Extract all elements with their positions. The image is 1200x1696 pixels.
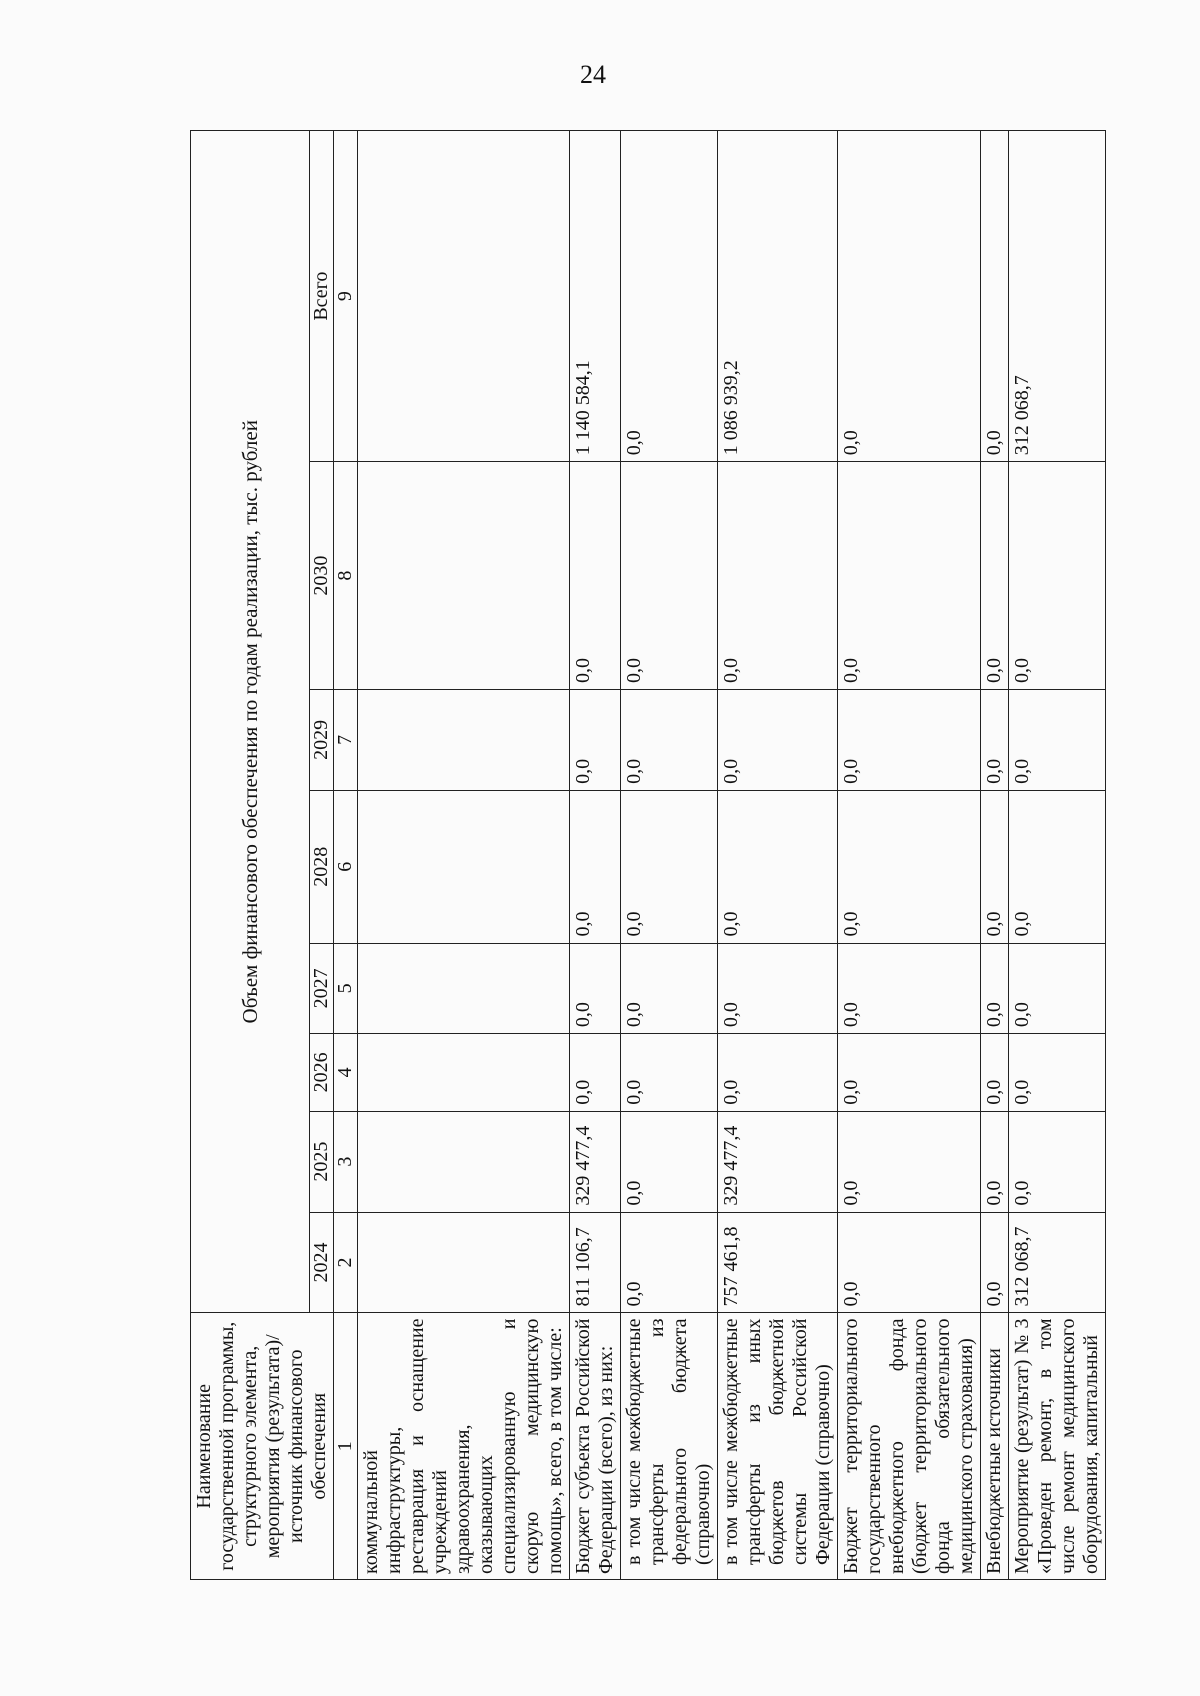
cell-2027: 0,0 <box>570 943 621 1034</box>
header-row-1 <box>191 131 310 1580</box>
cell-2024: 811 106,7 <box>570 1212 621 1313</box>
cell-2028: 0,0 <box>621 790 718 943</box>
cell-total: 1 140 584,1 <box>570 131 621 462</box>
column-number: 1 <box>334 1313 358 1580</box>
cell-2024: 0,0 <box>621 1212 718 1313</box>
column-number-row <box>334 131 358 1580</box>
cell-2029 <box>358 689 570 790</box>
cell-2028: 0,0 <box>718 790 838 943</box>
cell-2024: 0,0 <box>981 1212 1009 1313</box>
financing-table <box>190 130 1106 1580</box>
cell-2025: 329 477,4 <box>570 1111 621 1212</box>
table-row <box>621 131 718 1580</box>
cell-2026 <box>358 1034 570 1112</box>
cell-2028: 0,0 <box>838 790 981 943</box>
row-label: Мероприятие (результат) № 3 «Проведен ремонт, в том числе ремонт медицинского оборудования, капитальный <box>1009 1313 1106 1580</box>
year-header: 2027 <box>310 943 334 1034</box>
row-label: в том числе межбюджетные трансферты из федерального бюджета (справочно) <box>621 1313 718 1580</box>
rotated-table-wrapper <box>190 130 1102 1580</box>
cell-2030: 0,0 <box>621 462 718 690</box>
year-header: 2026 <box>310 1034 334 1112</box>
cell-2025: 329 477,4 <box>718 1111 838 1212</box>
row-label: Внебюджетные источники <box>981 1313 1009 1580</box>
cell-2024 <box>358 1212 570 1313</box>
cell-2029: 0,0 <box>570 689 621 790</box>
cell-2028 <box>358 790 570 943</box>
year-header: 2029 <box>310 689 334 790</box>
table-row <box>838 131 981 1580</box>
cell-2025: 0,0 <box>1009 1111 1106 1212</box>
year-header: 2030 <box>310 462 334 690</box>
cell-total: 0,0 <box>838 131 981 462</box>
cell-2028: 0,0 <box>981 790 1009 943</box>
row-label: коммунальной инфраструктуры, реставрация и оснащение учреждений здравоохранения, оказывающих специализированную и скорую медицинскую помощь», всего, в том числе: <box>358 1313 570 1580</box>
column-number: 5 <box>334 943 358 1034</box>
cell-2026: 0,0 <box>570 1034 621 1112</box>
cell-2025: 0,0 <box>621 1111 718 1212</box>
cell-2026: 0,0 <box>981 1034 1009 1112</box>
table-row <box>981 131 1009 1580</box>
column-number: 4 <box>334 1034 358 1112</box>
cell-2025: 0,0 <box>981 1111 1009 1212</box>
cell-2026: 0,0 <box>621 1034 718 1112</box>
cell-total: 0,0 <box>621 131 718 462</box>
column-number: 2 <box>334 1212 358 1313</box>
cell-2030: 0,0 <box>718 462 838 690</box>
name-column-header: Наименование государственной программы, структурного элемента, мероприятия (результата)/источник финансового обеспечения <box>191 1313 334 1580</box>
row-label: Бюджет территориального государственного внебюджетного фонда (бюджет территориального фонда обязательного медицинского страхования) <box>838 1313 981 1580</box>
cell-2027: 0,0 <box>838 943 981 1034</box>
cell-2024: 0,0 <box>838 1212 981 1313</box>
year-header: 2025 <box>310 1111 334 1212</box>
cell-total: 312 068,7 <box>1009 131 1106 462</box>
table-row <box>358 131 570 1580</box>
cell-2027: 0,0 <box>718 943 838 1034</box>
column-number: 8 <box>334 462 358 690</box>
cell-2026: 0,0 <box>718 1034 838 1112</box>
column-number: 9 <box>334 131 358 462</box>
page-number: 24 <box>580 60 606 89</box>
cell-2026: 0,0 <box>1009 1034 1106 1112</box>
cell-2029: 0,0 <box>981 689 1009 790</box>
column-number: 3 <box>334 1111 358 1212</box>
cell-2027: 0,0 <box>621 943 718 1034</box>
cell-2030: 0,0 <box>570 462 621 690</box>
cell-2028: 0,0 <box>1009 790 1106 943</box>
row-label: Бюджет субъекта Российской Федерации (всего), из них: <box>570 1313 621 1580</box>
cell-2024: 757 461,8 <box>718 1212 838 1313</box>
table-row <box>570 131 621 1580</box>
volume-header: Объем финансового обеспечения по годам реализации, тыс. рублей <box>191 131 310 1314</box>
cell-2030: 0,0 <box>838 462 981 690</box>
cell-2030: 0,0 <box>981 462 1009 690</box>
cell-2030 <box>358 462 570 690</box>
cell-2030: 0,0 <box>1009 462 1106 690</box>
cell-2027: 0,0 <box>981 943 1009 1034</box>
total-header: Всего <box>310 131 334 462</box>
cell-2025 <box>358 1111 570 1212</box>
row-label: в том числе межбюджетные трансферты из иных бюджетов бюджетной системы Российской Федерации (справочно) <box>718 1313 838 1580</box>
cell-total <box>358 131 570 462</box>
table-row <box>718 131 838 1580</box>
cell-2029: 0,0 <box>838 689 981 790</box>
year-header: 2028 <box>310 790 334 943</box>
cell-2028: 0,0 <box>570 790 621 943</box>
cell-2024: 312 068,7 <box>1009 1212 1106 1313</box>
column-number: 7 <box>334 689 358 790</box>
cell-2025: 0,0 <box>838 1111 981 1212</box>
table-row <box>1009 131 1106 1580</box>
cell-2029: 0,0 <box>718 689 838 790</box>
cell-2027 <box>358 943 570 1034</box>
cell-2027: 0,0 <box>1009 943 1106 1034</box>
cell-total: 0,0 <box>981 131 1009 462</box>
cell-total: 1 086 939,2 <box>718 131 838 462</box>
column-number: 6 <box>334 790 358 943</box>
year-header: 2024 <box>310 1212 334 1313</box>
cell-2029: 0,0 <box>1009 689 1106 790</box>
cell-2026: 0,0 <box>838 1034 981 1112</box>
cell-2029: 0,0 <box>621 689 718 790</box>
